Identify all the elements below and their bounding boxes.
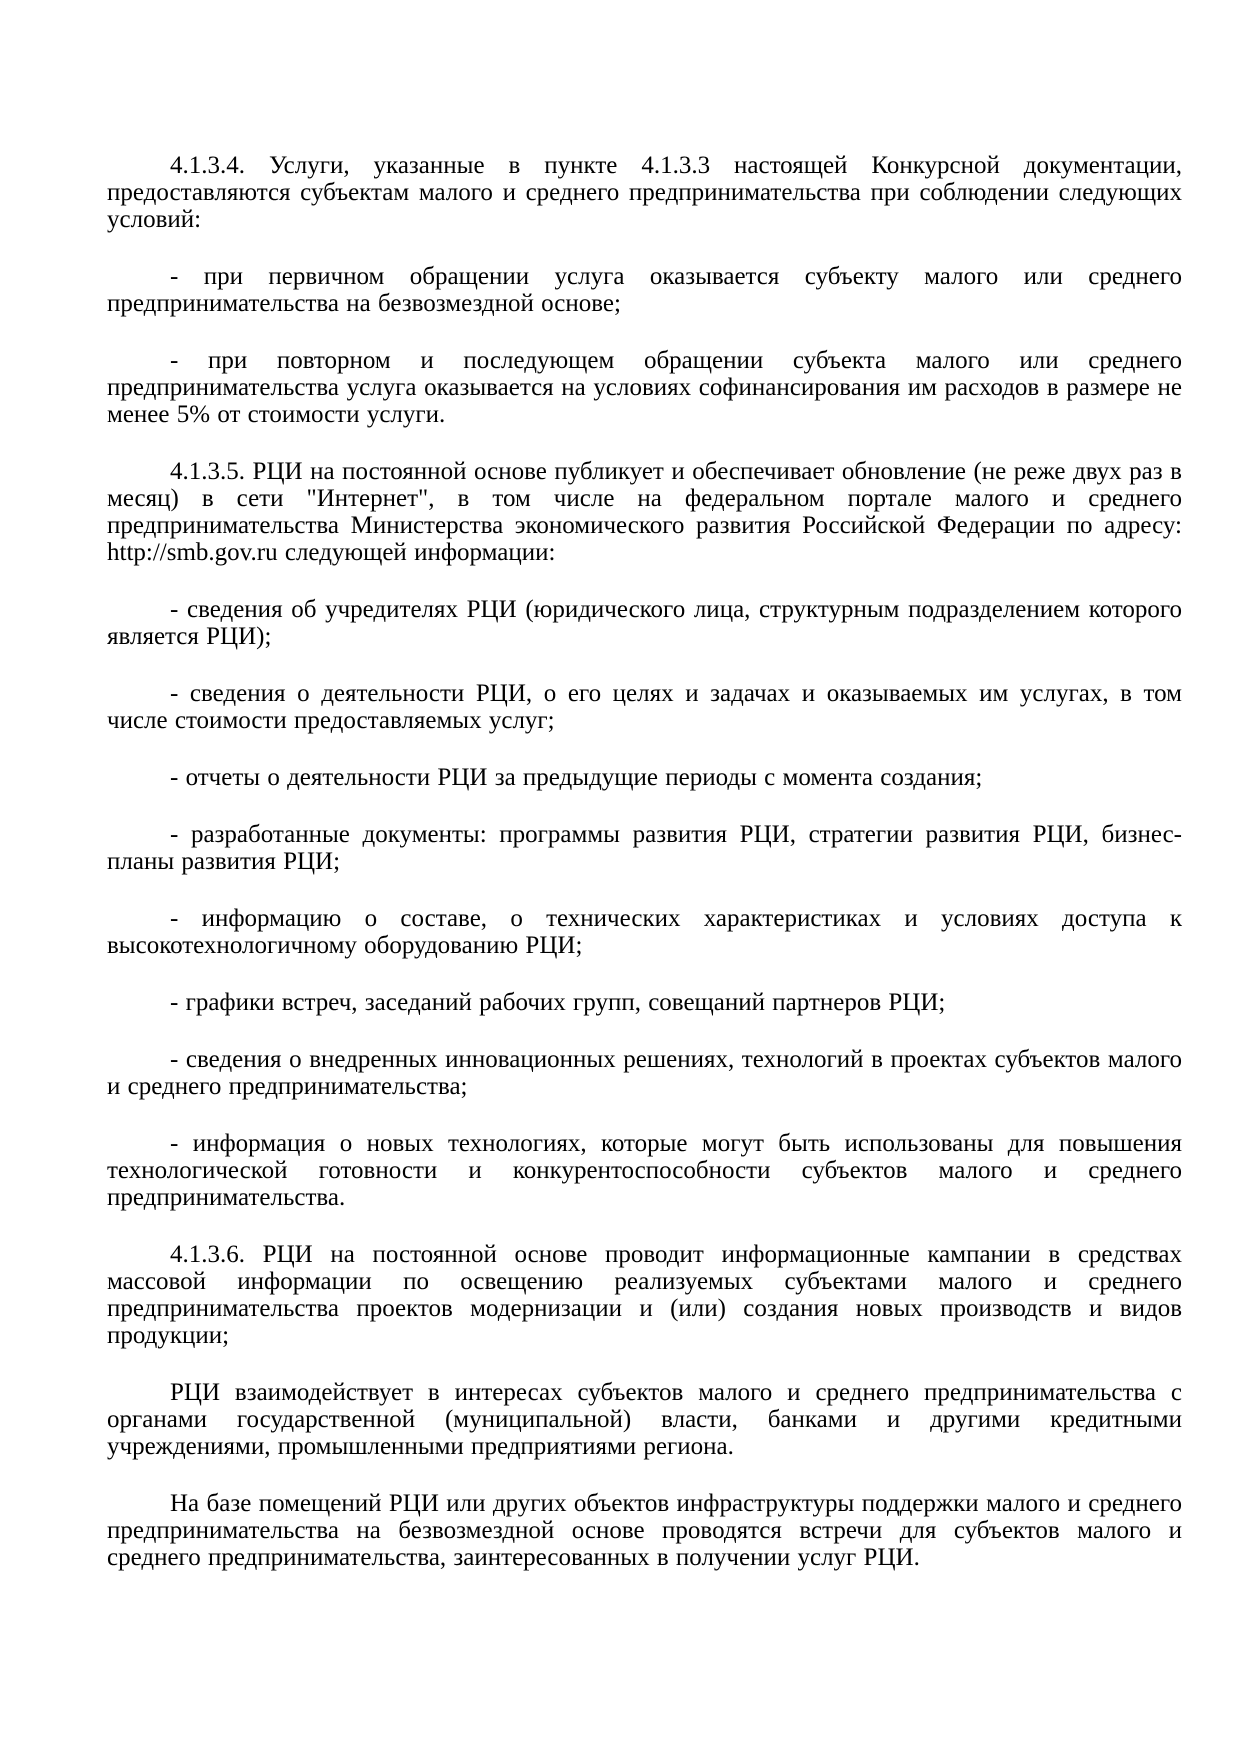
paragraph-bullet-repeat-request: - при повторном и последующем обращении субъекта малого или среднего предпринимательства услуга оказывается на условиях софинансирования им расходов в размере не менее 5% от стоимости услуги. [107,347,1182,428]
paragraph-bullet-reports: - отчеты о деятельности РЦИ за предыдущие периоды с момента создания; [170,764,983,791]
paragraph-clause-4.1.3.4: 4.1.3.4. Услуги, указанные в пункте 4.1.3.3 настоящей Конкурсной документации, предоставляются субъектам малого и среднего предпринимательства при соблюдении следующих условий: [107,152,1182,233]
paragraph-bullet-activity-info: - сведения о деятельности РЦИ, о его целях и задачах и оказываемых им услугах, в том числе стоимости предоставляемых услуг; [107,680,1182,734]
paragraph-bullet-first-request: - при первичном обращении услуга оказывается субъекту малого или среднего предпринимательства на безвозмездной основе; [107,263,1182,317]
paragraph-bullet-founders: - сведения об учредителях РЦИ (юридического лица, структурным подразделением которого является РЦИ); [107,596,1182,650]
paragraph-bullet-equipment: - информацию о составе, о технических характеристиках и условиях доступа к высокотехнологичному оборудованию РЦИ; [107,905,1182,959]
paragraph-para-cooperation: РЦИ взаимодействует в интересах субъектов малого и среднего предпринимательства с органами государственной (муниципальной) власти, банками и другими кредитными учреждениями, промышленными предприятиями региона. [107,1379,1182,1460]
paragraph-bullet-schedules: - графики встреч, заседаний рабочих групп, совещаний партнеров РЦИ; [170,989,946,1016]
paragraph-para-meetings: На базе помещений РЦИ или других объектов инфраструктуры поддержки малого и среднего предпринимательства на безвозмездной основе проводятся встречи для субъектов малого и среднего предпринимательства, заинтересованных в получении услуг РЦИ. [107,1490,1182,1571]
paragraph-bullet-new-technologies: - информация о новых технологиях, которые могут быть использованы для повышения технологической готовности и конкурентоспособности субъектов малого и среднего предпринимательства. [107,1130,1182,1211]
paragraph-clause-4.1.3.5: 4.1.3.5. РЦИ на постоянной основе публикует и обеспечивает обновление (не реже двух раз в месяц) в сети "Интернет", в том числе на федеральном портале малого и среднего предпринимательства Министерства экономического развития Российской Федерации по адресу: http://smb.gov.ru следующей информации: [107,458,1182,566]
paragraph-clause-4.1.3.6: 4.1.3.6. РЦИ на постоянной основе проводит информационные кампании в средствах массовой информации по освещению реализуемых субъектами малого и среднего предпринимательства проектов модернизации и (или) создания новых производств и видов продукции; [107,1241,1182,1349]
paragraph-bullet-documents: - разработанные документы: программы развития РЦИ, стратегии развития РЦИ, бизнес-планы развития РЦИ; [107,821,1182,875]
paragraph-bullet-innovations: - сведения о внедренных инновационных решениях, технологий в проектах субъектов малого и среднего предпринимательства; [107,1046,1182,1100]
document-text-block [107,152,1182,1571]
